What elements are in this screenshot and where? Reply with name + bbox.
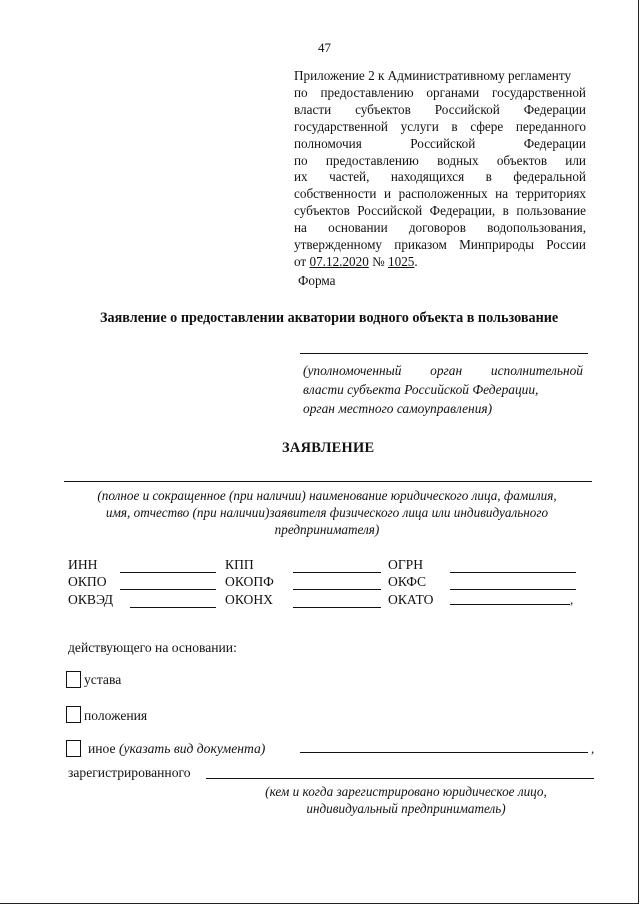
inn-field[interactable] [120, 572, 216, 573]
okpo-field[interactable] [120, 589, 216, 590]
inn-label: ИНН [68, 557, 98, 572]
registered-field[interactable] [206, 778, 594, 779]
applicant-caption [62, 487, 592, 538]
page-number: 47 [318, 40, 331, 55]
other-document-field[interactable] [300, 752, 588, 753]
applicant-caption-line: имя, отчество (при наличии)заявителя физического лица или индивидуального [105, 505, 549, 520]
appendix-line: по предоставлению органами государственной [294, 84, 586, 100]
order-date: 07.12.2020 [309, 253, 369, 269]
okved-field[interactable] [130, 607, 216, 608]
appendix-note [294, 68, 586, 271]
appendix-line: утвержденному приказом Минприроды России [294, 237, 586, 253]
other-document-comma: , [591, 741, 595, 756]
registered-caption [220, 783, 592, 817]
order-prefix: от [294, 253, 310, 269]
okato-field[interactable] [450, 604, 570, 605]
order-reference [294, 254, 586, 271]
appendix-line: на основании договоров водопользования, [294, 220, 586, 236]
ogrn-field[interactable] [450, 572, 576, 573]
registered-label: зарегистрированного [68, 765, 191, 780]
okopf-label: ОКОПФ [225, 574, 274, 589]
kpp-label: КПП [225, 557, 254, 572]
document-title: Заявление о предоставлении акватории водного объекта в пользование [100, 310, 559, 326]
okonh-field[interactable] [293, 607, 381, 608]
order-number: 1025 [388, 253, 415, 269]
other-document-label [88, 741, 265, 757]
okved-label: ОКВЭД [68, 592, 114, 607]
authority-caption [303, 361, 583, 418]
appendix-line: Приложение 2 к Административному регламенту [294, 68, 572, 83]
appendix-line: субъектов Российской Федерации, в пользование [294, 203, 586, 219]
appendix-line: по предоставлению водных объектов или [294, 152, 586, 168]
okfs-label: ОКФС [388, 574, 427, 589]
okfs-field[interactable] [450, 589, 576, 590]
applicant-caption-line: предпринимателя) [274, 522, 380, 537]
regulation-label: положения [84, 708, 148, 723]
statement-heading: ЗАЯВЛЕНИЕ [282, 440, 375, 456]
authority-line[interactable] [300, 353, 588, 354]
applicant-caption-line: (полное и сокращенное (при наличии) наименование юридического лица, фамилия, [97, 488, 557, 503]
order-number-sign: № [368, 253, 389, 269]
appendix-line: их частей, находящихся в федеральной [294, 169, 586, 185]
authority-caption-line: (уполномоченный орган исполнительной [303, 363, 583, 378]
kpp-field[interactable] [293, 572, 381, 573]
registered-caption-line: (кем и когда зарегистрировано юридическое лицо, [265, 784, 547, 799]
form-label: Форма [298, 273, 336, 288]
authority-caption-line: власти субъекта Российской Федерации, [303, 382, 539, 397]
appendix-line: полномочия Российской Федерации [294, 135, 586, 151]
registered-caption-line: индивидуальный предприниматель) [306, 801, 506, 816]
other-label: иное [88, 741, 116, 756]
basis-label: действующего на основании: [68, 640, 237, 655]
charter-label: устава [84, 672, 122, 687]
okato-comma: , [570, 592, 574, 607]
appendix-line: собственности и расположенных на территориях [294, 186, 586, 202]
regulation-checkbox[interactable] [66, 706, 81, 723]
charter-checkbox[interactable] [66, 671, 81, 688]
order-suffix: . [414, 253, 418, 269]
okonh-label: ОКОНХ [225, 592, 273, 607]
appendix-line: власти субъектов Российской Федерации [294, 101, 586, 117]
applicant-name-line[interactable] [64, 481, 592, 482]
authority-caption-line: орган местного самоуправления) [303, 401, 493, 416]
okpo-label: ОКПО [68, 574, 107, 589]
appendix-line: государственной услуги в сфере переданного [294, 118, 586, 134]
other-hint: (указать вид документа) [118, 741, 266, 756]
other-document-checkbox[interactable] [66, 740, 81, 757]
okato-label: ОКАТО [388, 592, 434, 607]
ogrn-label: ОГРН [388, 557, 424, 572]
okopf-field[interactable] [293, 589, 381, 590]
